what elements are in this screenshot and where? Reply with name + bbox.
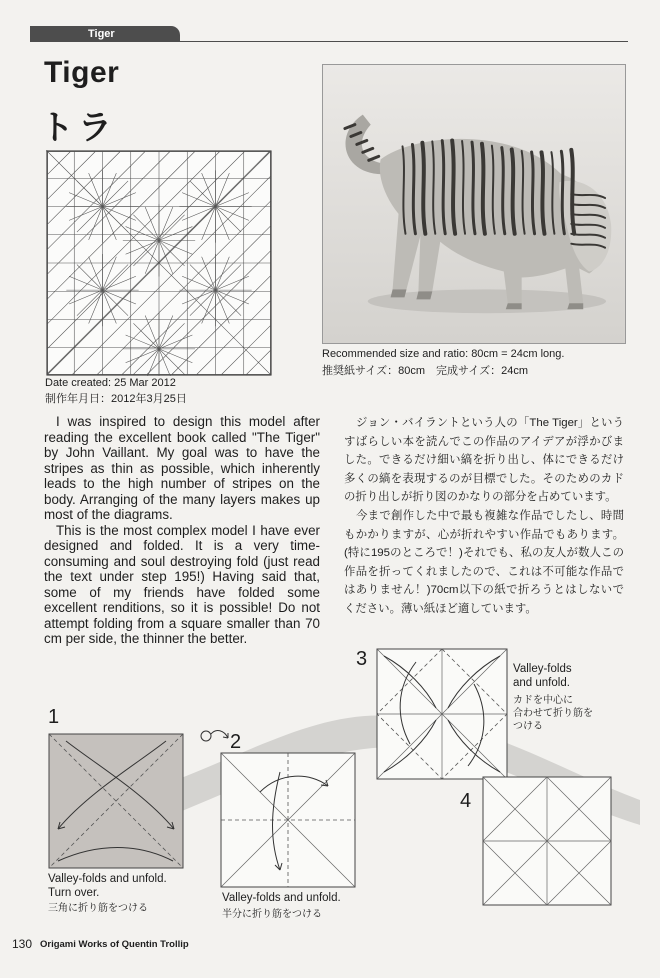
caption-line: つける — [513, 721, 543, 732]
step-3-caption-en — [513, 662, 572, 690]
step-number: 2 — [230, 731, 242, 753]
step-number: 1 — [48, 706, 60, 728]
turn-over-icon — [198, 726, 232, 746]
paragraph: ジョン・バイラントという人の「The Tiger」というすばらしい本を読んでこの作品のアイデアが浮かびました。できるだけ細い縞を折り出し、体にできるだけ多くの縞を表現するのが目標でした。そのためのカドの折り出しが折り図のかなりの部分を占めています。 — [344, 417, 624, 504]
paragraph: 今まで創作した中で最も複雑な作品でしたし、時間もかかりますが、心が折れやすい作品でもあります。(特に195のところで！)それでも、私の友人が数人この作品を折ってくれましたので、これは不可能な作品ではありません！)70cm以下の紙で折ろうとはしないでください。薄い紙ほど適しています。 — [344, 509, 624, 615]
page-number: 130 — [12, 937, 33, 951]
description-ja — [344, 414, 624, 619]
date-created-ja: 制作年月日：2012年3月25日 — [45, 393, 187, 405]
description-en — [44, 414, 320, 647]
crease-pattern — [46, 150, 272, 376]
paragraph: This is the most complex model I have ever designed and folded. It is a very time-consuming and soul destroying fold (just read the text under step 195!) Having said that, some of my friends have folded some excellent renditions, so it is possible! Do not attempt folding from a square smaller than 70 cm per side, the thinner the better. — [44, 522, 320, 646]
paragraph: I was inspired to design this model after reading the excellent book called "The Tiger" by John Vaillant. My goal was to have the stripes as thin as possible, which inherently leads to the high number of stripes on the body. Arranging of the many layers makes up most of the diagrams. — [44, 414, 320, 522]
book-title: Origami Works of Quentin Trollip — [40, 939, 189, 950]
section-tab: Tiger — [30, 26, 180, 42]
header-rule — [30, 41, 628, 42]
date-created-en: Date created: 25 Mar 2012 — [45, 377, 176, 389]
page-title-en: Tiger — [44, 56, 120, 89]
step-number: 4 — [460, 790, 472, 812]
caption-line: Turn over. — [48, 887, 100, 899]
step-1-caption-en — [48, 872, 167, 900]
step-number: 3 — [356, 648, 368, 670]
step-1-caption-ja: 三角に折り筋をつける — [48, 903, 148, 914]
tiger-photo — [322, 64, 626, 344]
step-4-diagram — [482, 776, 612, 906]
caption-line: 合わせて折り筋を — [513, 708, 593, 719]
caption-line: and unfold. — [513, 677, 570, 689]
caption-line: Valley-folds and unfold. — [48, 873, 167, 885]
step-2-caption-en: Valley-folds and unfold. — [222, 892, 341, 904]
recommended-size-en: Recommended size and ratio: 80cm = 24cm long. — [322, 348, 565, 360]
caption-line: カドを中心に — [513, 695, 573, 706]
step-3-caption-ja — [513, 694, 593, 733]
caption-line: Valley-folds — [513, 663, 572, 675]
step-2-diagram — [220, 752, 356, 888]
page-title-ja: トラ — [40, 109, 116, 147]
step-3-diagram — [376, 648, 508, 780]
step-2-caption-ja: 半分に折り筋をつける — [222, 909, 322, 920]
recommended-size-ja: 推奨紙サイズ：80cm 完成サイズ：24cm — [322, 365, 529, 377]
step-1-diagram — [48, 733, 184, 869]
